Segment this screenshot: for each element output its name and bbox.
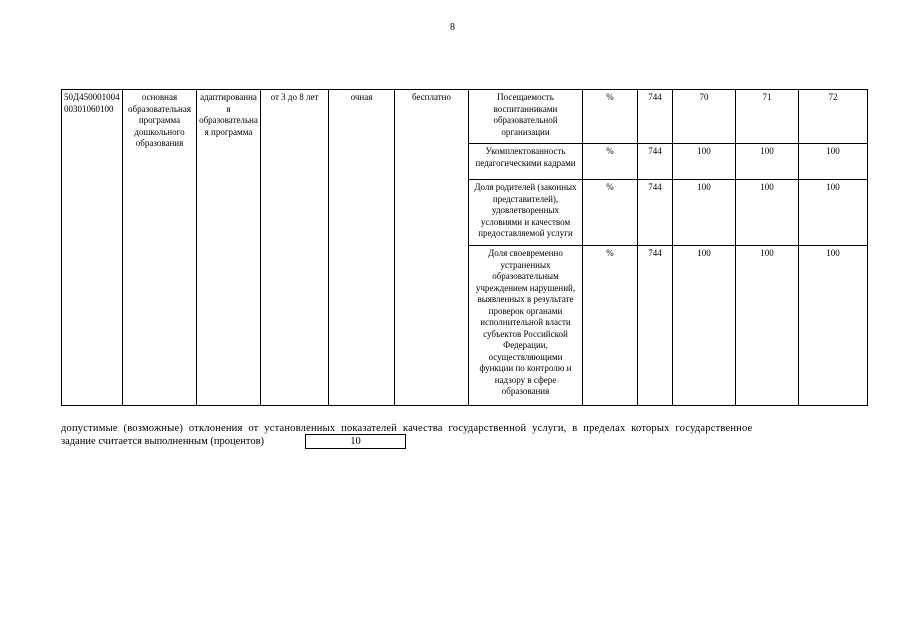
deviation-text-line1: допустимые (возможные) отклонения от установленных показателей качества государственной услуги, в пределах которых государственное bbox=[61, 423, 753, 434]
indicator-unit-cell: % bbox=[583, 144, 638, 180]
indicator-year2-cell: 71 bbox=[736, 90, 799, 144]
indicator-name-cell: Укомплектованность педагогическими кадрами bbox=[469, 144, 583, 180]
payment-cell: бесплатно bbox=[395, 90, 469, 406]
indicator-year2-cell: 100 bbox=[736, 180, 799, 246]
service-code-cell: 50Д45000100400301060100 bbox=[62, 90, 123, 406]
deviation-text-line2: задание считается выполненным (процентов) bbox=[61, 436, 265, 447]
indicator-okei-cell: 744 bbox=[638, 90, 673, 144]
indicator-year2-cell: 100 bbox=[736, 246, 799, 406]
indicator-unit-cell: % bbox=[583, 180, 638, 246]
indicator-year3-cell: 72 bbox=[799, 90, 868, 144]
indicator-unit-cell: % bbox=[583, 246, 638, 406]
quality-indicators-table bbox=[61, 89, 868, 406]
indicator-name-cell: Доля родителей (законных представителей), удовлетворенных условиями и качеством предоставляемой услуги bbox=[469, 180, 583, 246]
indicator-year3-cell: 100 bbox=[799, 180, 868, 246]
indicator-year1-cell: 100 bbox=[673, 144, 736, 180]
program-kind-cell: адаптированная образовательная программа bbox=[197, 90, 261, 406]
age-cell: от 3 до 8 лет bbox=[261, 90, 329, 406]
indicator-year1-cell: 70 bbox=[673, 90, 736, 144]
indicator-name-cell: Посещаемость воспитанниками образовательной организации bbox=[469, 90, 583, 144]
indicator-okei-cell: 744 bbox=[638, 246, 673, 406]
indicator-year1-cell: 100 bbox=[673, 180, 736, 246]
indicator-year1-cell: 100 bbox=[673, 246, 736, 406]
page-number: 8 bbox=[450, 22, 455, 33]
form-cell: очная bbox=[329, 90, 395, 406]
indicator-year2-cell: 100 bbox=[736, 144, 799, 180]
indicator-year3-cell: 100 bbox=[799, 246, 868, 406]
indicator-name-cell: Доля своевременно устраненных образовательным учреждением нарушений, выявленных в результате проверок органами исполнительной власти субъектов Российской Федерации, осуществляющими функции по контролю и надзору в сфере образования bbox=[469, 246, 583, 406]
indicator-unit-cell: % bbox=[583, 90, 638, 144]
table-row bbox=[62, 90, 868, 144]
indicator-okei-cell: 744 bbox=[638, 144, 673, 180]
program-content-cell: основная образовательная программа дошкольного образования bbox=[123, 90, 197, 406]
deviation-value-box: 10 bbox=[305, 434, 406, 449]
indicator-year3-cell: 100 bbox=[799, 144, 868, 180]
indicator-okei-cell: 744 bbox=[638, 180, 673, 246]
